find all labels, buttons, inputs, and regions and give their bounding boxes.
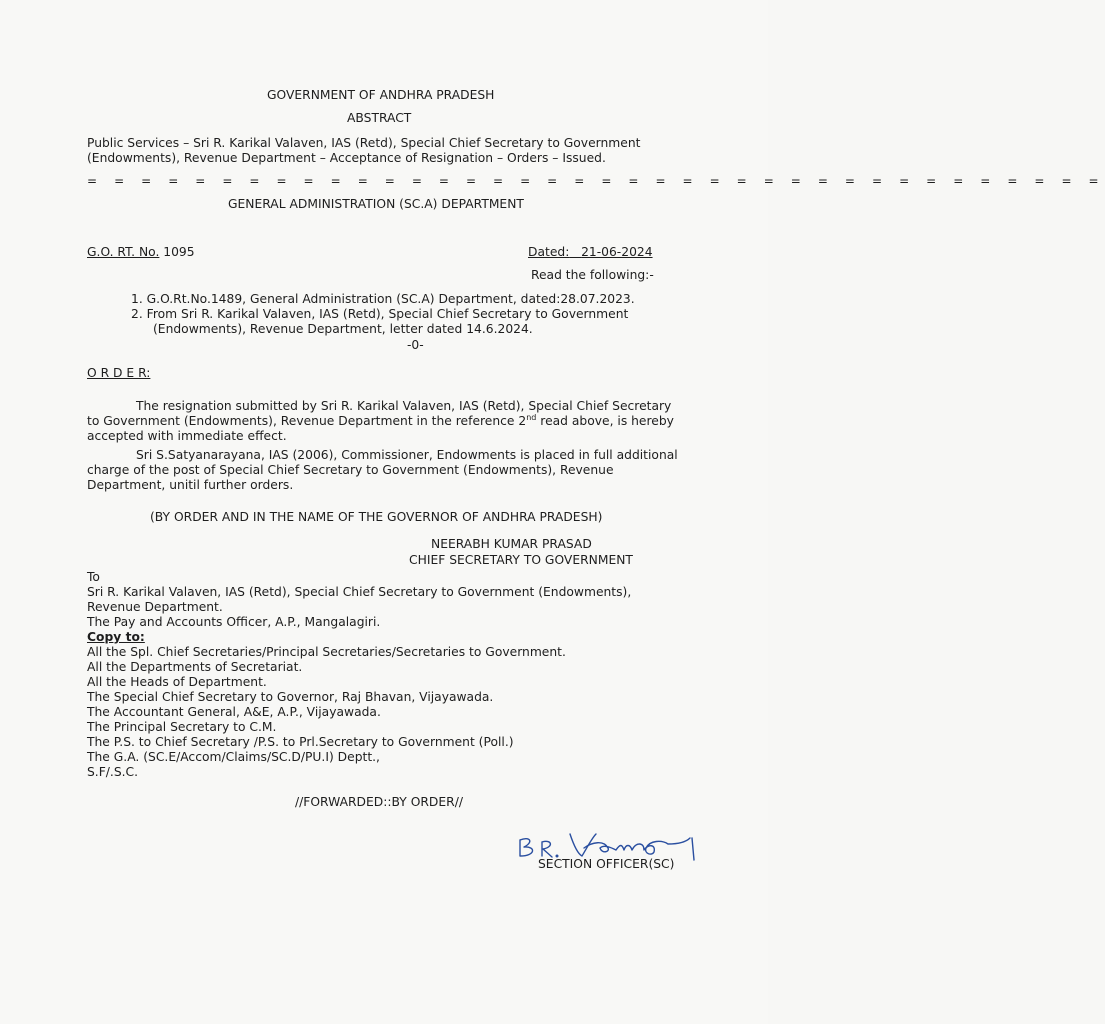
go-label: G.O. RT. No. [87,245,160,259]
read-following: Read the following:- [531,268,654,282]
order-para1-line1: The resignation submitted by Sri R. Karikal Valaven, IAS (Retd), Special Chief Secretary [136,399,672,413]
copy-line-1: All the Spl. Chief Secretaries/Principal Secretaries/Secretaries to Government. [87,645,566,659]
section-officer: SECTION OFFICER(SC) [538,857,675,871]
subject-line-2: (Endowments), Revenue Department – Acceptance of Resignation – Orders – Issued. [87,151,606,165]
copy-line-3: All the Heads of Department. [87,675,267,689]
subject-line-1: Public Services – Sri R. Karikal Valaven, IAS (Retd), Special Chief Secretary to Government [87,136,641,150]
reference-1: 1. G.O.Rt.No.1489, General Administration (SC.A) Department, dated:28.07.2023. [131,292,635,306]
go-number: 1095 [159,245,195,259]
dated-label: Dated: [528,245,570,259]
copy-line-4: The Special Chief Secretary to Governor, Raj Bhavan, Vijayawada. [87,690,494,704]
government-heading: GOVERNMENT OF ANDHRA PRADESH [267,88,495,102]
separator-line: = = = = = = = = = = = = = = = = = = = = = = = = = = = = = = = = = = = = = = [87,174,1105,188]
abstract-heading: ABSTRACT [347,111,412,125]
order-para2-line1: Sri S.Satyanarayana, IAS (2006), Commissioner, Endowments is placed in full additional [136,448,678,462]
reference-2-continued: (Endowments), Revenue Department, letter dated 14.6.2024. [153,322,533,336]
order-para2-line3: Department, unitil further orders. [87,478,294,492]
order-para2-line2: charge of the post of Special Chief Secretary to Government (Endowments), Revenue [87,463,614,477]
superscript-nd: nd [526,412,537,422]
forwarded-line: //FORWARDED::BY ORDER// [295,795,463,809]
order-heading: O R D E R: [87,366,151,380]
reference-2: 2. From Sri R. Karikal Valaven, IAS (Retd), Special Chief Secretary to Government [131,307,629,321]
copy-line-8: The G.A. (SC.E/Accom/Claims/SC.D/PU.I) Deptt., [87,750,380,764]
copy-line-9: S.F/.S.C. [87,765,139,779]
dated-line [528,245,653,260]
department-heading: GENERAL ADMINISTRATION (SC.A) DEPARTMENT [228,197,524,211]
dated-value: 21-06-2024 [581,245,653,259]
zero-mark: -0- [407,338,424,352]
to-line-3: The Pay and Accounts Officer, A.P., Mangalagiri. [87,615,381,629]
order-para1-line2 [87,414,674,429]
para1-line2-main: to Government (Endowments), Revenue Department in the reference 2 [87,414,527,428]
by-order-line: (BY ORDER AND IN THE NAME OF THE GOVERNOR OF ANDHRA PRADESH) [150,510,603,524]
copy-line-5: The Accountant General, A&E, A.P., Vijayawada. [87,705,381,719]
signatory-title: CHIEF SECRETARY TO GOVERNMENT [409,553,633,567]
copy-line-6: The Principal Secretary to C.M. [87,720,277,734]
copy-to-label: Copy to: [87,630,145,644]
to-line-2: Revenue Department. [87,600,223,614]
go-number-line [87,245,195,260]
copy-line-2: All the Departments of Secretariat. [87,660,303,674]
signatory-name: NEERABH KUMAR PRASAD [431,537,592,551]
order-para1-line3: accepted with immediate effect. [87,429,287,443]
copy-line-7: The P.S. to Chief Secretary /P.S. to Prl.Secretary to Government (Poll.) [87,735,514,749]
para1-line2-tail: read above, is hereby [536,414,674,428]
to-label: To [87,570,100,584]
to-line-1: Sri R. Karikal Valaven, IAS (Retd), Special Chief Secretary to Government (Endowments), [87,585,632,599]
